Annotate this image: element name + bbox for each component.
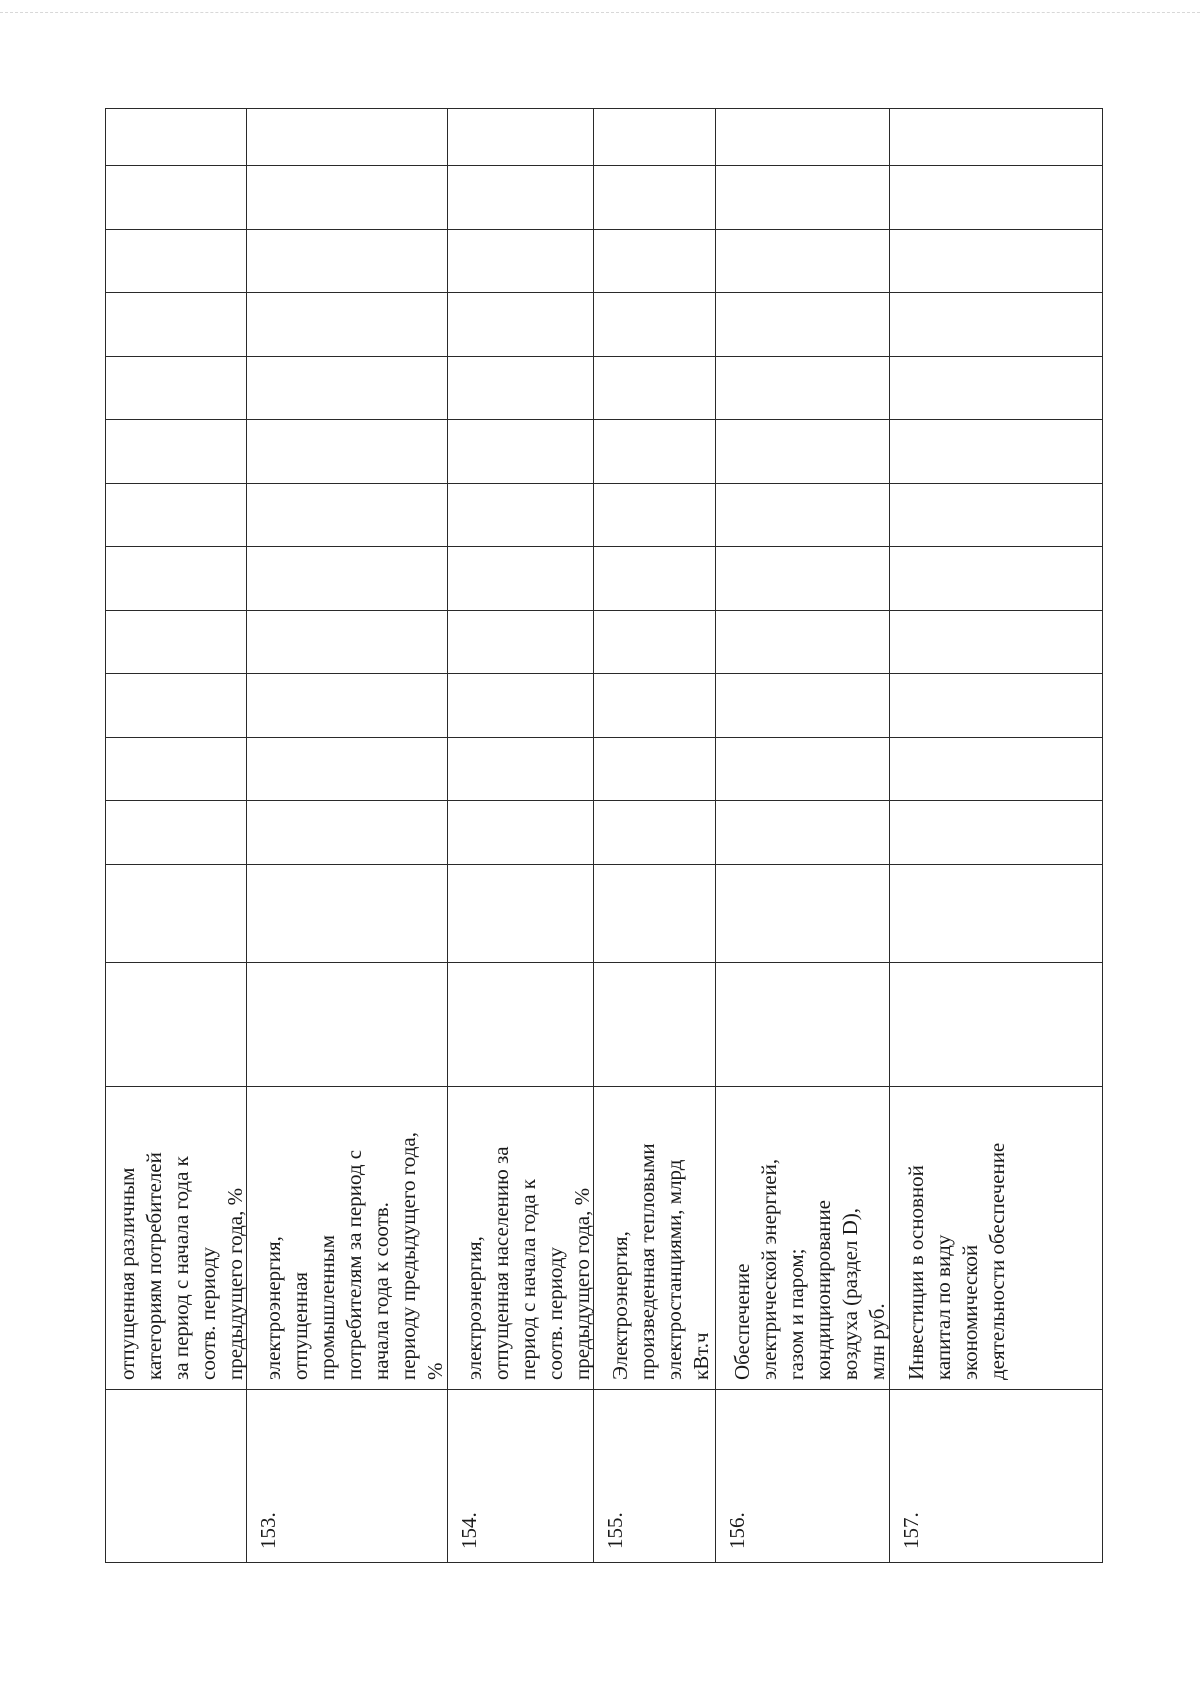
column-divider bbox=[106, 1086, 1102, 1087]
indicator-name: электроэнергия, отпущенная населению за период с начала года к соотв. периоду предыдущего года, % bbox=[462, 1146, 594, 1380]
column-divider bbox=[106, 737, 1102, 738]
column-divider bbox=[106, 610, 1102, 611]
column-divider bbox=[106, 800, 1102, 801]
column-divider bbox=[106, 419, 1102, 420]
indicator-name: отпущенная различным категориям потребителей за период с начала года к соотв. периоду предыдущего года, % bbox=[115, 1152, 247, 1380]
row-number: 155. bbox=[603, 1512, 627, 1549]
column-divider bbox=[106, 546, 1102, 547]
row-divider bbox=[715, 109, 716, 1562]
row-number: 153. bbox=[256, 1512, 280, 1549]
column-divider bbox=[106, 229, 1102, 230]
row-number: 156. bbox=[725, 1512, 749, 1549]
column-divider bbox=[106, 356, 1102, 357]
indicator-name: Электроэнергия, произведенная тепловыми электростанциями, млрд кВт.ч bbox=[608, 1143, 713, 1380]
indicator-name: Инвестиции в основной капитал по виду экономической деятельности обеспечение bbox=[904, 1142, 1009, 1380]
indicator-name: электроэнергия, отпущенная промышленным потребителям за период с начала года к соотв. периоду предыдущего года, % bbox=[261, 1132, 447, 1380]
column-divider bbox=[106, 483, 1102, 484]
column-divider bbox=[106, 165, 1102, 166]
column-divider bbox=[106, 1389, 1102, 1390]
column-divider bbox=[106, 292, 1102, 293]
column-divider bbox=[106, 962, 1102, 963]
column-divider bbox=[106, 673, 1102, 674]
column-divider bbox=[106, 864, 1102, 865]
row-number: 154. bbox=[457, 1512, 481, 1549]
indicator-table bbox=[105, 108, 1103, 1563]
indicator-name: Обеспечение электрической энергией, газом и паром; кондиционирование воздуха (раздел D), млн руб. bbox=[730, 1158, 889, 1380]
row-number: 157. bbox=[899, 1512, 923, 1549]
scan-edge-line bbox=[0, 12, 1200, 13]
